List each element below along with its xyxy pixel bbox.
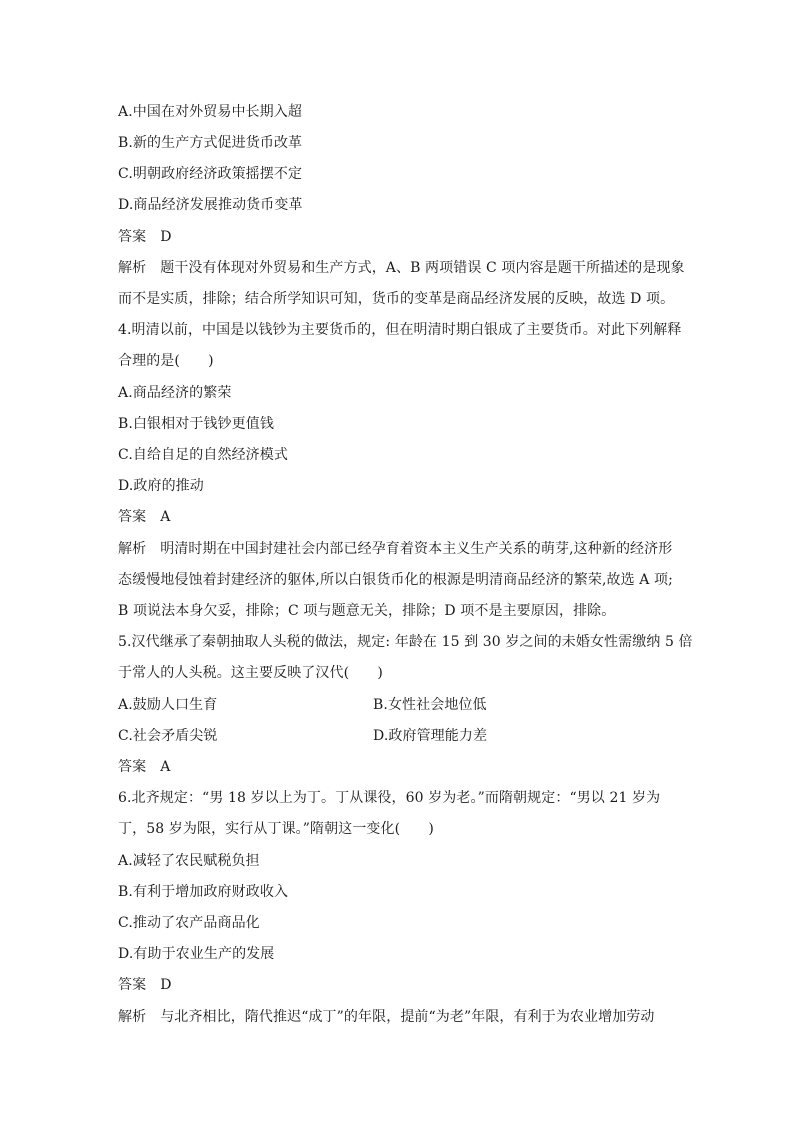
- q6-answer-row: [118, 975, 172, 995]
- q3-answer-label: 答案: [118, 229, 147, 245]
- q4-option-b: B.白银相对于钱钞更值钱: [118, 416, 274, 432]
- q3-option-d: D.商品经济发展推动货币变革: [118, 197, 303, 213]
- q5-option-a: A.鼓励人口生育: [118, 697, 218, 713]
- q3-option-c: C.明朝政府经济政策摇摆不定: [118, 166, 303, 182]
- q6-answer-label: 答案: [118, 977, 147, 993]
- q3-answer-value: D: [160, 229, 172, 245]
- q6-option-c: C.推动了农产品商品化: [118, 915, 260, 931]
- q3-option-a: A.中国在对外贸易中长期入超: [118, 104, 302, 120]
- q5-answer-value: A: [160, 759, 171, 775]
- q4-analysis-text-1: 明清时期在中国封建社会内部已经孕育着资本主义生产关系的萌芽,这种新的经济形: [160, 541, 673, 557]
- q4-answer-row: [118, 507, 170, 527]
- q5-answer-label: 答案: [118, 759, 147, 775]
- q4-answer-label: 答案: [118, 509, 147, 525]
- q4-analysis-line-1: [118, 539, 672, 559]
- q4-option-c: C.自给自足的自然经济模式: [118, 447, 288, 463]
- q5-option-b: B.女性社会地位低: [373, 697, 487, 713]
- q3-option-b: B.新的生产方式促进货币改革: [118, 135, 303, 151]
- q5-answer-row: [118, 757, 170, 777]
- q3-analysis-line-1: [118, 258, 685, 278]
- q3-answer-row: [118, 227, 172, 247]
- q6-option-d: D.有助于农业生产的发展: [118, 946, 275, 962]
- q6-analysis-label: 解析: [118, 1009, 147, 1025]
- q4-analysis-line-2: 态缓慢地侵蚀着封建经济的躯体,所以白银货币化的根源是明清商品经济的繁荣,故选 A 项;: [118, 572, 673, 588]
- q6-option-b: B.有利于增加政府财政收入: [118, 884, 289, 900]
- q4-option-d: D.政府的推动: [118, 478, 204, 494]
- q5-option-d: D.政府管理能力差: [373, 728, 488, 744]
- q6-stem-line-1: 6.北齐规定：“男 18 岁以上为丁。丁从课役，60 岁为老。”而隋朝规定：“男以 21 岁为: [118, 790, 661, 806]
- q6-analysis-text-1: 与北齐相比，隋代推迟“成丁”的年限，提前“为老”年限，有利于为农业增加劳动: [160, 1009, 655, 1025]
- q5-stem-line-2: 于常人的人头税。这主要反映了汉代( ): [118, 665, 383, 681]
- q5-stem-line-1: 5.汉代继承了秦朝抽取人头税的做法，规定: 年龄在 15 到 30 岁之间的未婚女性需缴纳 5 倍: [118, 634, 693, 650]
- q5-option-c: C.社会矛盾尖锐: [118, 728, 218, 744]
- q6-answer-value: D: [160, 977, 172, 993]
- q6-analysis-line-1: [118, 1007, 655, 1027]
- q4-option-a: A.商品经济的繁荣: [118, 385, 232, 401]
- q4-stem-line-2: 合理的是( ): [118, 353, 214, 369]
- q6-stem-line-2: 丁，58 岁为限，实行从丁课。”隋朝这一变化( ): [118, 821, 434, 837]
- q3-analysis-text-1: 题干没有体现对外贸易和生产方式，A、B 两项错误 C 项内容是题干所描述的是现象: [160, 260, 685, 276]
- q4-stem-line-1: 4.明清以前，中国是以钱钞为主要货币的，但在明清时期白银成了主要货币。对此下列解释: [118, 322, 682, 338]
- q3-analysis-line-2: 而不是实质，排除；结合所学知识可知，货币的变革是商品经济发展的反映，故选 D 项。: [118, 291, 675, 307]
- q4-analysis-label: 解析: [118, 541, 147, 557]
- q4-analysis-line-3: B 项说法本身欠妥，排除；C 项与题意无关，排除；D 项不是主要原因，排除。: [118, 603, 616, 619]
- q6-option-a: A.减轻了农民赋税负担: [118, 853, 260, 869]
- q4-answer-value: A: [160, 509, 171, 525]
- q3-analysis-label: 解析: [118, 260, 147, 276]
